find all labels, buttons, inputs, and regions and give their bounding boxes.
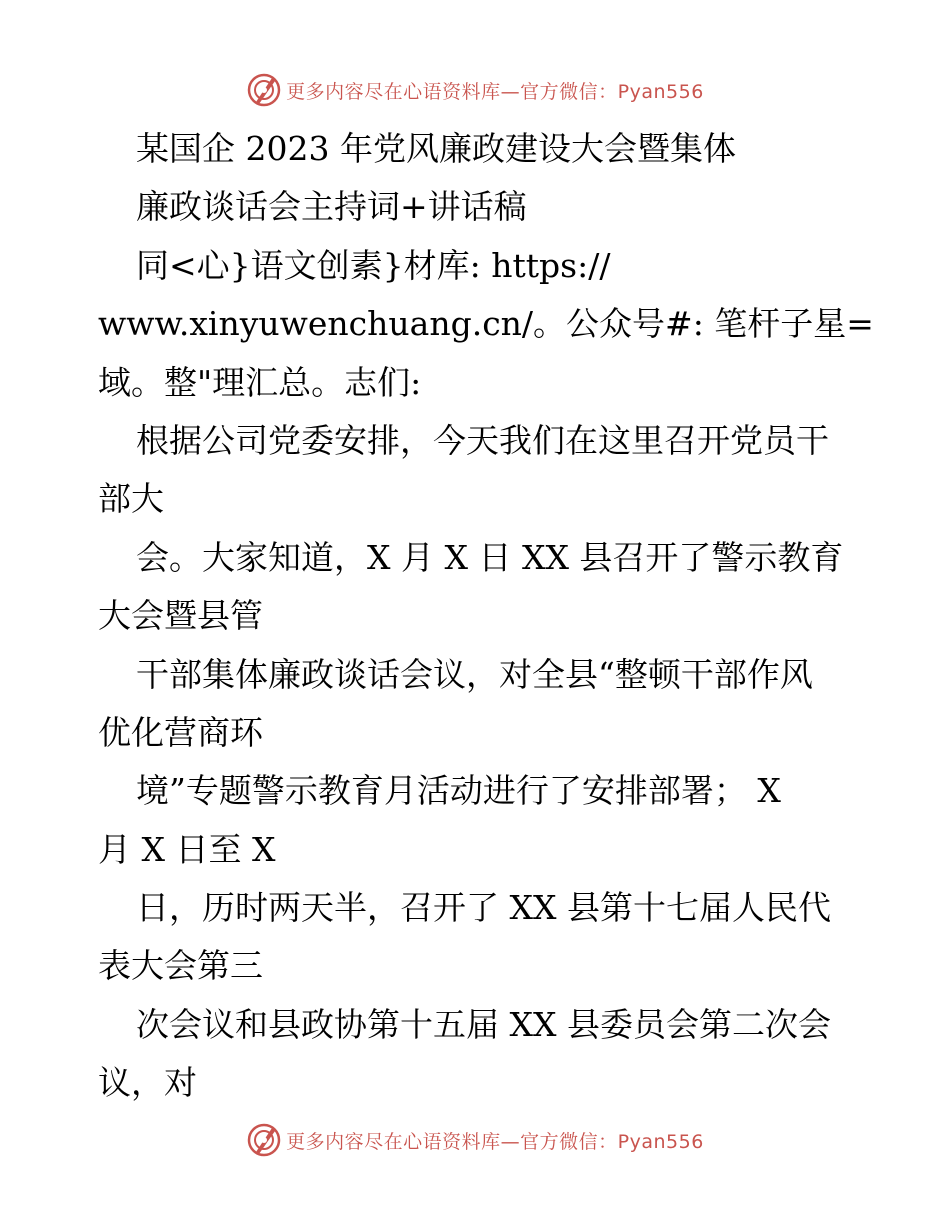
document-body xyxy=(98,120,888,1113)
footer-banner xyxy=(0,1120,950,1160)
text-line: 干部集体廉政谈话会议，对全县“整顿干部作风 xyxy=(136,654,813,694)
header-banner-text: 更多内容尽在心语资料库—官方微信：Pyan556 xyxy=(286,80,704,103)
text-line: 大会暨县管 xyxy=(98,596,263,636)
text-line: 表大会第三 xyxy=(98,946,263,986)
text-line: 次会议和县政协第十五届 XX 县委员会第二次会 xyxy=(136,1004,831,1044)
text-line: 同<心}语文创素}材库: https:// xyxy=(136,245,611,285)
text-line: 日，历时两天半，召开了 XX 县第十七届人民代 xyxy=(136,888,831,928)
header-banner xyxy=(0,70,950,110)
text-line: 议，对 xyxy=(98,1063,197,1103)
text-line: 月 X 日至 X xyxy=(98,829,276,869)
brand-logo-icon xyxy=(246,72,282,108)
text-line: 优化营商环 xyxy=(98,712,263,752)
text-line: www.xinyuwenchuang.cn/。公众号#: 笔杆子星= xyxy=(98,304,874,344)
text-line: 某国企 2023 年党风廉政建设大会暨集体 xyxy=(136,129,736,168)
text-line: 廉政谈话会主持词+讲话稿 xyxy=(136,187,527,227)
text-line: 会。大家知道，X 月 X 日 XX 县召开了警示教育 xyxy=(136,537,844,577)
text-line: 域。整"理汇总。志们: xyxy=(98,362,422,402)
text-line: 根据公司党委安排，今天我们在这里召开党员干 xyxy=(136,420,829,460)
footer-banner-text: 更多内容尽在心语资料库—官方微信：Pyan556 xyxy=(286,1130,704,1153)
brand-logo-icon xyxy=(246,1122,282,1158)
text-line: 境”专题警示教育月活动进行了安排部署； X xyxy=(136,771,781,811)
text-line: 部大 xyxy=(98,479,164,519)
